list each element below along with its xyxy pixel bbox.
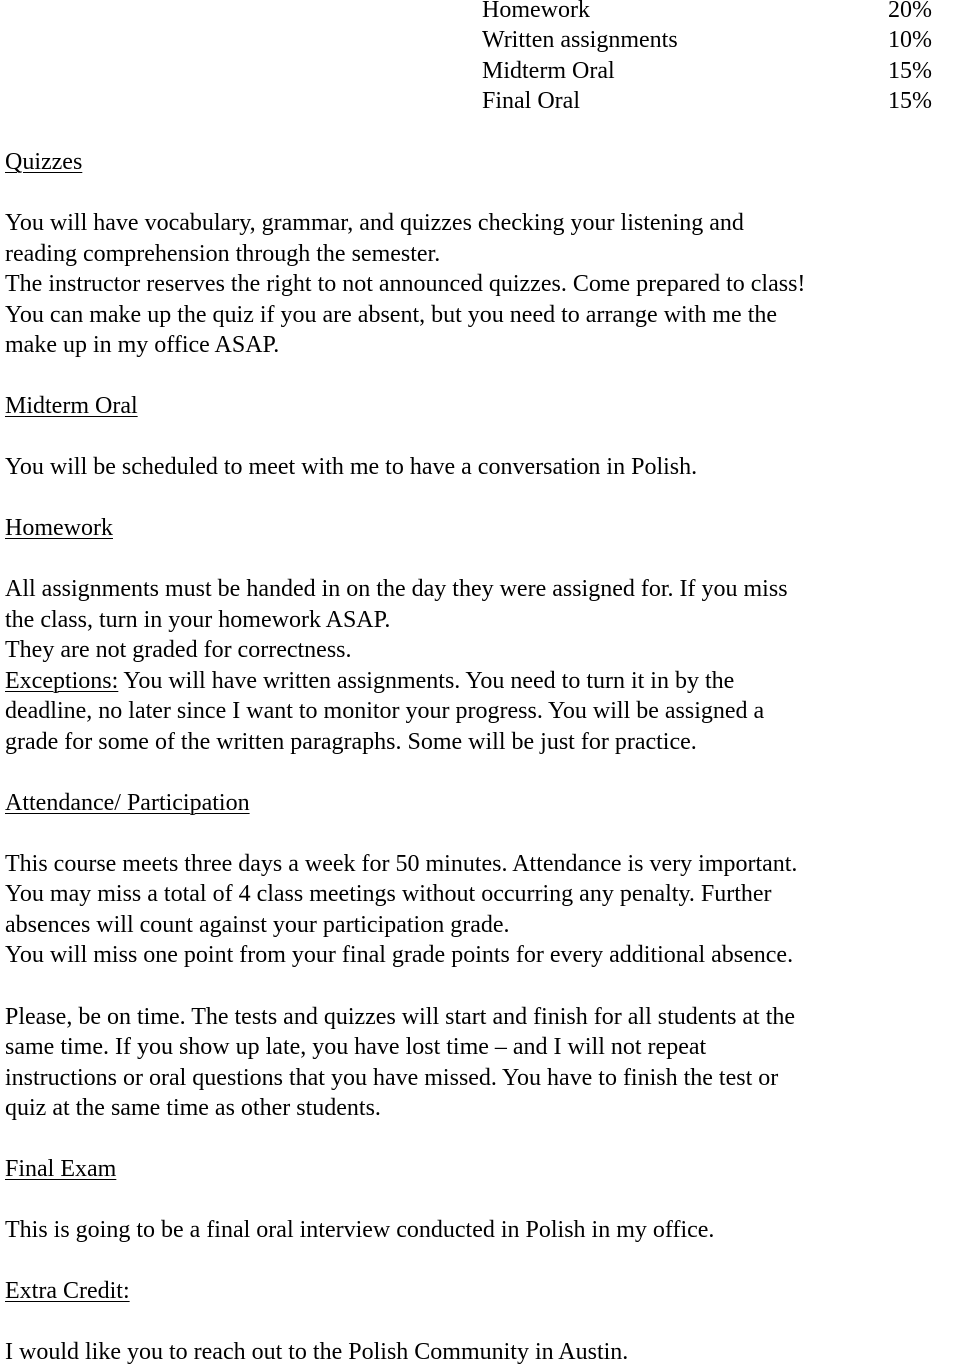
paragraph-line: All assignments must be handed in on the day they were assigned for. If you miss <box>5 576 788 602</box>
paragraph-line: absences will count against your participation grade. <box>5 912 510 938</box>
paragraph-line: same time. If you show up late, you have lost time – and I will not repeat <box>5 1034 707 1060</box>
paragraph-line <box>5 666 734 696</box>
paragraph-line: Please, be on time. The tests and quizzes will start and finish for all students at the <box>5 1004 796 1030</box>
section-heading-midterm-oral: Midterm Oral <box>5 393 138 419</box>
exceptions-text: You will have written assignments. You need to turn it in by the <box>118 668 735 694</box>
paragraph-line: the class, turn in your homework ASAP. <box>5 607 391 633</box>
section-heading-quizzes: Quizzes <box>5 149 83 175</box>
paragraph-line: This course meets three days a week for 50 minutes. Attendance is very important. <box>5 851 798 877</box>
paragraph-line: quiz at the same time as other students. <box>5 1095 381 1121</box>
grading-label: Midterm Oral <box>482 58 615 84</box>
section-heading-final-exam: Final Exam <box>5 1156 117 1182</box>
paragraph-line: You will be scheduled to meet with me to have a conversation in Polish. <box>5 454 698 480</box>
exceptions-label: Exceptions: <box>5 668 119 694</box>
section-heading-homework: Homework <box>5 515 113 541</box>
grading-label: Written assignments <box>482 27 678 53</box>
paragraph-line: You may miss a total of 4 class meetings without occurring any penalty. Further <box>5 881 772 907</box>
grading-percent: 15% <box>888 88 932 114</box>
paragraph-line: The instructor reserves the right to not announced quizzes. Come prepared to class! <box>5 271 806 297</box>
paragraph-line: deadline, no later since I want to monitor your progress. You will be assigned a <box>5 698 765 724</box>
paragraph-line: This is going to be a final oral interview conducted in Polish in my office. <box>5 1217 715 1243</box>
paragraph-line: They are not graded for correctness. <box>5 637 352 663</box>
paragraph-line: You will have vocabulary, grammar, and quizzes checking your listening and <box>5 210 744 236</box>
paragraph-line: make up in my office ASAP. <box>5 332 280 358</box>
paragraph-line: You can make up the quiz if you are absent, but you need to arrange with me the <box>5 302 778 328</box>
grading-percent: 15% <box>888 58 932 84</box>
paragraph-line: grade for some of the written paragraphs. Some will be just for practice. <box>5 729 697 755</box>
grading-percent: 10% <box>888 27 932 53</box>
paragraph-line: reading comprehension through the semester. <box>5 241 441 267</box>
grading-percent: 20% <box>888 0 932 23</box>
grading-label: Final Oral <box>482 88 580 114</box>
paragraph-line: instructions or oral questions that you have missed. You have to finish the test or <box>5 1065 779 1091</box>
paragraph-line: I would like you to reach out to the Polish Community in Austin. <box>5 1339 629 1365</box>
section-heading-attendance: Attendance/ Participation <box>5 790 250 816</box>
grading-label: Homework <box>482 0 590 23</box>
section-heading-extra-credit: Extra Credit: <box>5 1278 130 1304</box>
paragraph-line: You will miss one point from your final grade points for every additional absence. <box>5 942 794 968</box>
